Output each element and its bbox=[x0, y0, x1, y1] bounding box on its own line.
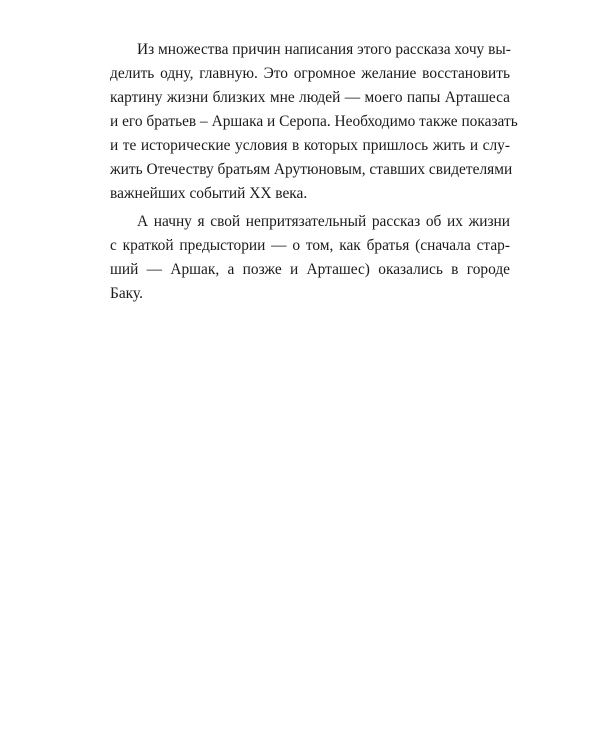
text-line: жить Отечеству братьям Арутюновым, ставших свидетелями bbox=[110, 161, 513, 178]
text-line: Баку. bbox=[110, 285, 143, 302]
text-line: и его братьев – Аршака и Серопа. Необходимо также показать bbox=[110, 113, 518, 130]
text-line: ший — Аршак, а позже и Арташес) оказались в городе bbox=[110, 261, 510, 278]
text-line: А начну я свой непритязательный рассказ об их жизни bbox=[137, 213, 510, 230]
text-line: Из множества причин написания этого рассказа хочу вы- bbox=[137, 41, 511, 58]
text-line: делить одну, главную. Это огромное желание восстановить bbox=[110, 65, 510, 82]
paragraph-2 bbox=[110, 210, 510, 306]
text-line: с краткой предыстории — о том, как братья (сначала стар- bbox=[110, 237, 510, 254]
text-line: и те исторические условия в которых пришлось жить и слу- bbox=[110, 137, 510, 154]
paragraph-1 bbox=[110, 38, 518, 206]
body-text bbox=[110, 38, 518, 306]
text-line: картину жизни близких мне людей — моего папы Арташеса bbox=[110, 89, 510, 106]
text-line: важнейших событий XX века. bbox=[110, 185, 308, 202]
